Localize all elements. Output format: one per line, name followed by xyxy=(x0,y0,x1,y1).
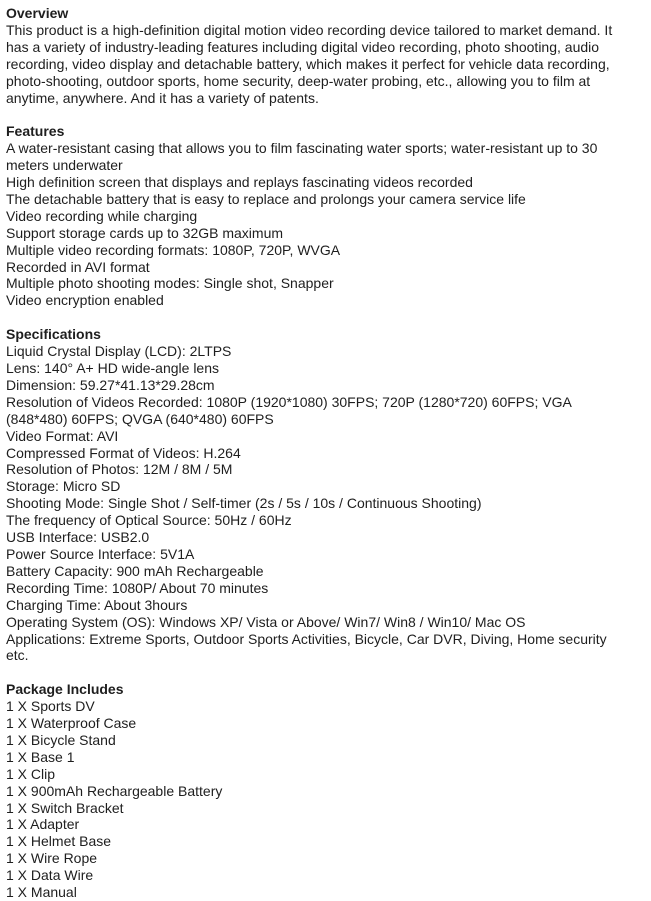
text-line: Recording Time: 1080P/ About 70 minutes xyxy=(6,579,269,596)
text-line: 1 X Manual xyxy=(6,884,77,901)
text-line: Resolution of Photos: 12M / 8M / 5M xyxy=(6,461,233,478)
section xyxy=(6,5,647,106)
text-line: Battery Capacity: 900 mAh Rechargeable xyxy=(6,562,264,579)
text-line: Recorded in AVI format xyxy=(6,258,150,275)
text-line: 1 X Waterproof Case xyxy=(6,715,137,732)
text-line: A water-resistant casing that allows you to film fascinating water sports; water-resistant up to 30 xyxy=(6,140,598,157)
text-line: Resolution of Videos Recorded: 1080P (1920*1080) 30FPS; 720P (1280*720) 60FPS; VGA xyxy=(6,393,572,410)
text-line: 1 X Adapter xyxy=(6,816,80,833)
text-line: 1 X Clip xyxy=(6,765,56,782)
section-heading: Features xyxy=(6,123,65,140)
text-line: Storage: Micro SD xyxy=(6,478,121,495)
section-heading: Overview xyxy=(6,5,69,21)
text-line: 1 X Base 1 xyxy=(6,748,75,765)
text-line: Charging Time: About 3hours xyxy=(6,596,188,613)
text-line: anytime, anywhere. And it has a variety of patents. xyxy=(6,89,319,106)
text-line: This product is a high-definition digital motion video recording device tailored to market demand. It xyxy=(6,21,613,38)
text-line: Operating System (OS): Windows XP/ Vista or Above/ Win7/ Win8 / Win10/ Mac OS xyxy=(6,613,526,630)
section xyxy=(6,123,647,309)
text-line: etc. xyxy=(6,647,29,664)
text-line: photo-shooting, outdoor sports, home security, deep-water probing, etc., allowing you to film at xyxy=(6,72,591,89)
section-heading: Specifications xyxy=(6,326,101,343)
text-line: meters underwater xyxy=(6,157,123,174)
text-line: recording, video display and detachable battery, which makes it perfect for vehicle data recording, xyxy=(6,55,610,72)
text-line: Video Format: AVI xyxy=(6,427,119,444)
text-line: 1 X Helmet Base xyxy=(6,833,112,850)
text-line: USB Interface: USB2.0 xyxy=(6,529,150,546)
text-line: Support storage cards up to 32GB maximum xyxy=(6,224,284,241)
text-line: Power Source Interface: 5V1A xyxy=(6,545,195,562)
text-line: The detachable battery that is easy to replace and prolongs your camera service life xyxy=(6,190,526,207)
text-line: 1 X Bicycle Stand xyxy=(6,731,116,748)
text-line: has a variety of industry-leading features including digital video recording, photo shooting, audio xyxy=(6,38,600,55)
text-line: Applications: Extreme Sports, Outdoor Sports Activities, Bicycle, Car DVR, Diving, Home security xyxy=(6,630,607,647)
text-line: The frequency of Optical Source: 50Hz / 60Hz xyxy=(6,512,292,529)
text-line: Liquid Crystal Display (LCD): 2LTPS xyxy=(6,343,232,360)
text-line: 1 X Switch Bracket xyxy=(6,799,124,816)
section xyxy=(6,326,647,664)
text-line: 1 X Sports DV xyxy=(6,698,95,715)
text-line: Shooting Mode: Single Shot / Self-timer (2s / 5s / 10s / Continuous Shooting) xyxy=(6,495,482,512)
text-line: Dimension: 59.27*41.13*29.28cm xyxy=(6,376,215,393)
section xyxy=(6,681,647,901)
text-line: Video encryption enabled xyxy=(6,292,164,309)
text-line: 1 X 900mAh Rechargeable Battery xyxy=(6,782,223,799)
section-heading: Package Includes xyxy=(6,681,124,698)
text-line: 1 X Wire Rope xyxy=(6,850,98,867)
text-line: Video recording while charging xyxy=(6,207,198,224)
text-line: (848*480) 60FPS; QVGA (640*480) 60FPS xyxy=(6,410,274,427)
text-line: 1 X Data Wire xyxy=(6,867,94,884)
text-line: Lens: 140° A+ HD wide-angle lens xyxy=(6,360,220,376)
text-line: Multiple photo shooting modes: Single shot, Snapper xyxy=(6,275,334,292)
text-line: Compressed Format of Videos: H.264 xyxy=(6,444,241,461)
text-line: Multiple video recording formats: 1080P, 720P, WVGA xyxy=(6,241,341,258)
text-line: High definition screen that displays and replays fascinating videos recorded xyxy=(6,174,473,191)
